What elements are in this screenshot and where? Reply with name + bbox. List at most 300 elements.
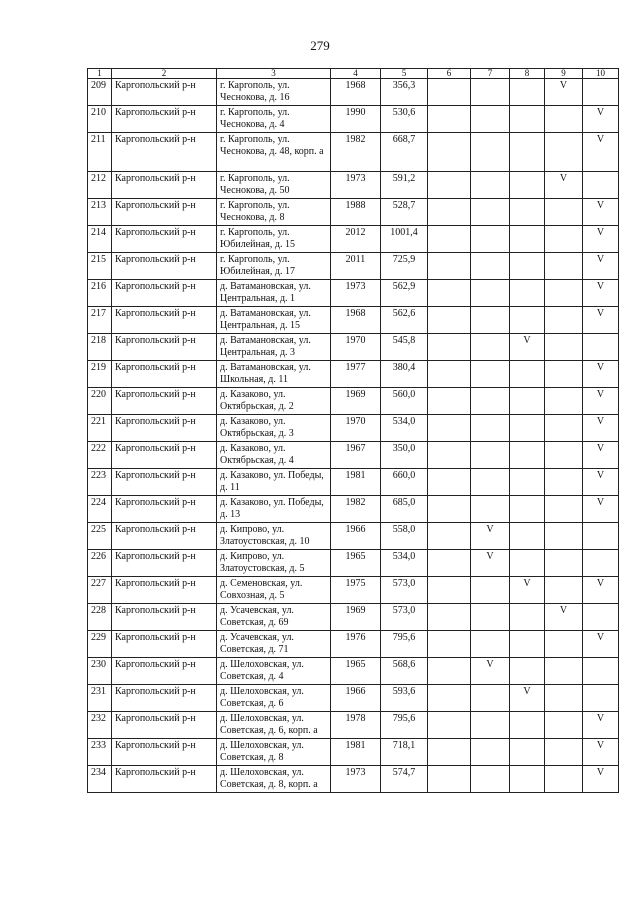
mark-cell-8 bbox=[510, 658, 545, 685]
mark-cell-8 bbox=[510, 766, 545, 793]
table-row bbox=[88, 226, 619, 253]
mark-cell-8 bbox=[510, 415, 545, 442]
mark-cell-10 bbox=[583, 523, 619, 550]
mark-cell-6 bbox=[428, 253, 471, 280]
row-number-cell: 225 bbox=[88, 523, 112, 550]
area-cell: 558,0 bbox=[381, 523, 428, 550]
mark-cell-7 bbox=[471, 226, 510, 253]
mark-cell-9 bbox=[545, 712, 583, 739]
mark-cell-10 bbox=[583, 685, 619, 712]
mark-cell-7 bbox=[471, 685, 510, 712]
table-row bbox=[88, 307, 619, 334]
mark-cell-8 bbox=[510, 361, 545, 388]
mark-cell-8 bbox=[510, 496, 545, 523]
mark-cell-7 bbox=[471, 388, 510, 415]
address-cell: д. Усачевская, ул. Советская, д. 69 bbox=[217, 604, 331, 631]
table-row bbox=[88, 106, 619, 133]
address-cell: д. Шелоховская, ул. Советская, д. 8, корп. а bbox=[217, 766, 331, 793]
row-number-cell: 224 bbox=[88, 496, 112, 523]
mark-cell-9 bbox=[545, 106, 583, 133]
mark-cell-10: V bbox=[583, 133, 619, 172]
area-cell: 350,0 bbox=[381, 442, 428, 469]
table-row bbox=[88, 523, 619, 550]
area-cell: 545,8 bbox=[381, 334, 428, 361]
row-number-cell: 231 bbox=[88, 685, 112, 712]
address-cell: д. Казаково, ул. Победы, д. 11 bbox=[217, 469, 331, 496]
row-number-cell: 221 bbox=[88, 415, 112, 442]
mark-cell-6 bbox=[428, 658, 471, 685]
area-cell: 562,6 bbox=[381, 307, 428, 334]
district-cell: Каргопольский р-н bbox=[112, 712, 217, 739]
year-cell: 2011 bbox=[331, 253, 381, 280]
mark-cell-7: V bbox=[471, 658, 510, 685]
mark-cell-6 bbox=[428, 361, 471, 388]
table-row bbox=[88, 253, 619, 280]
row-number-cell: 210 bbox=[88, 106, 112, 133]
mark-cell-9 bbox=[545, 469, 583, 496]
row-number-cell: 227 bbox=[88, 577, 112, 604]
row-number-cell: 212 bbox=[88, 172, 112, 199]
mark-cell-10: V bbox=[583, 442, 619, 469]
mark-cell-9 bbox=[545, 307, 583, 334]
year-cell: 1966 bbox=[331, 685, 381, 712]
district-cell: Каргопольский р-н bbox=[112, 577, 217, 604]
mark-cell-6 bbox=[428, 604, 471, 631]
row-number-cell: 220 bbox=[88, 388, 112, 415]
mark-cell-8 bbox=[510, 253, 545, 280]
mark-cell-6 bbox=[428, 172, 471, 199]
mark-cell-7 bbox=[471, 133, 510, 172]
district-cell: Каргопольский р-н bbox=[112, 739, 217, 766]
address-cell: г. Каргополь, ул. Юбилейная, д. 15 bbox=[217, 226, 331, 253]
area-cell: 528,7 bbox=[381, 199, 428, 226]
table-row bbox=[88, 469, 619, 496]
table-row bbox=[88, 685, 619, 712]
mark-cell-9 bbox=[545, 388, 583, 415]
year-cell: 1970 bbox=[331, 334, 381, 361]
mark-cell-6 bbox=[428, 766, 471, 793]
mark-cell-6 bbox=[428, 415, 471, 442]
mark-cell-9 bbox=[545, 496, 583, 523]
address-cell: д. Ватамановская, ул. Школьная, д. 11 bbox=[217, 361, 331, 388]
area-cell: 380,4 bbox=[381, 361, 428, 388]
district-cell: Каргопольский р-н bbox=[112, 766, 217, 793]
area-cell: 593,6 bbox=[381, 685, 428, 712]
mark-cell-8: V bbox=[510, 685, 545, 712]
page-number: 279 bbox=[310, 38, 330, 53]
mark-cell-9 bbox=[545, 631, 583, 658]
district-cell: Каргопольский р-н bbox=[112, 442, 217, 469]
mark-cell-10: V bbox=[583, 577, 619, 604]
mark-cell-8 bbox=[510, 280, 545, 307]
row-number-cell: 223 bbox=[88, 469, 112, 496]
district-cell: Каргопольский р-н bbox=[112, 388, 217, 415]
mark-cell-10 bbox=[583, 550, 619, 577]
district-cell: Каргопольский р-н bbox=[112, 523, 217, 550]
mark-cell-7 bbox=[471, 604, 510, 631]
mark-cell-9 bbox=[545, 199, 583, 226]
row-number-cell: 209 bbox=[88, 79, 112, 106]
address-cell: д. Семеновская, ул. Совхозная, д. 5 bbox=[217, 577, 331, 604]
area-cell: 795,6 bbox=[381, 631, 428, 658]
table-row bbox=[88, 631, 619, 658]
mark-cell-10: V bbox=[583, 280, 619, 307]
mark-cell-7 bbox=[471, 631, 510, 658]
mark-cell-7 bbox=[471, 496, 510, 523]
year-cell: 1982 bbox=[331, 496, 381, 523]
address-cell: д. Ватамановская, ул. Центральная, д. 1 bbox=[217, 280, 331, 307]
mark-cell-8 bbox=[510, 172, 545, 199]
mark-cell-9 bbox=[545, 415, 583, 442]
mark-cell-10: V bbox=[583, 496, 619, 523]
mark-cell-9 bbox=[545, 334, 583, 361]
mark-cell-6 bbox=[428, 79, 471, 106]
mark-cell-6 bbox=[428, 106, 471, 133]
area-cell: 562,9 bbox=[381, 280, 428, 307]
row-number-cell: 234 bbox=[88, 766, 112, 793]
year-cell: 1978 bbox=[331, 712, 381, 739]
mark-cell-10: V bbox=[583, 253, 619, 280]
mark-cell-9 bbox=[545, 280, 583, 307]
mark-cell-7: V bbox=[471, 550, 510, 577]
table-body bbox=[88, 79, 619, 793]
row-number-cell: 217 bbox=[88, 307, 112, 334]
housing-register-table bbox=[87, 68, 619, 793]
mark-cell-6 bbox=[428, 280, 471, 307]
mark-cell-8 bbox=[510, 712, 545, 739]
year-cell: 1973 bbox=[331, 280, 381, 307]
column-header: 5 bbox=[381, 69, 428, 79]
mark-cell-7 bbox=[471, 415, 510, 442]
row-number-cell: 226 bbox=[88, 550, 112, 577]
mark-cell-6 bbox=[428, 199, 471, 226]
mark-cell-8 bbox=[510, 469, 545, 496]
table-row bbox=[88, 739, 619, 766]
mark-cell-7 bbox=[471, 79, 510, 106]
mark-cell-6 bbox=[428, 496, 471, 523]
mark-cell-6 bbox=[428, 550, 471, 577]
mark-cell-9 bbox=[545, 739, 583, 766]
year-cell: 1981 bbox=[331, 469, 381, 496]
mark-cell-10: V bbox=[583, 199, 619, 226]
row-number-cell: 230 bbox=[88, 658, 112, 685]
district-cell: Каргопольский р-н bbox=[112, 253, 217, 280]
address-cell: д. Кипрово, ул. Златоустовская, д. 10 bbox=[217, 523, 331, 550]
mark-cell-8: V bbox=[510, 334, 545, 361]
mark-cell-7 bbox=[471, 442, 510, 469]
table-row bbox=[88, 361, 619, 388]
mark-cell-9 bbox=[545, 577, 583, 604]
area-cell: 668,7 bbox=[381, 133, 428, 172]
mark-cell-8 bbox=[510, 604, 545, 631]
mark-cell-6 bbox=[428, 577, 471, 604]
table-row bbox=[88, 415, 619, 442]
district-cell: Каргопольский р-н bbox=[112, 280, 217, 307]
mark-cell-6 bbox=[428, 712, 471, 739]
table-row bbox=[88, 550, 619, 577]
address-cell: д. Кипрово, ул. Златоустовская, д. 5 bbox=[217, 550, 331, 577]
mark-cell-10: V bbox=[583, 361, 619, 388]
mark-cell-10: V bbox=[583, 631, 619, 658]
row-number-cell: 228 bbox=[88, 604, 112, 631]
mark-cell-7 bbox=[471, 361, 510, 388]
mark-cell-6 bbox=[428, 469, 471, 496]
mark-cell-6 bbox=[428, 685, 471, 712]
year-cell: 1968 bbox=[331, 79, 381, 106]
address-cell: д. Казаково, ул. Октябрьская, д. 2 bbox=[217, 388, 331, 415]
year-cell: 1973 bbox=[331, 172, 381, 199]
mark-cell-9 bbox=[545, 550, 583, 577]
table-row bbox=[88, 712, 619, 739]
year-cell: 1988 bbox=[331, 199, 381, 226]
mark-cell-6 bbox=[428, 133, 471, 172]
mark-cell-8: V bbox=[510, 577, 545, 604]
address-cell: г. Каргополь, ул. Чеснокова, д. 48, корп. а bbox=[217, 133, 331, 172]
table-row bbox=[88, 604, 619, 631]
district-cell: Каргопольский р-н bbox=[112, 685, 217, 712]
mark-cell-9 bbox=[545, 766, 583, 793]
mark-cell-6 bbox=[428, 388, 471, 415]
mark-cell-7: V bbox=[471, 523, 510, 550]
district-cell: Каргопольский р-н bbox=[112, 307, 217, 334]
address-cell: д. Шелоховская, ул. Советская, д. 6, корп. а bbox=[217, 712, 331, 739]
address-cell: д. Ватамановская, ул. Центральная, д. 15 bbox=[217, 307, 331, 334]
mark-cell-9 bbox=[545, 523, 583, 550]
table-row bbox=[88, 334, 619, 361]
mark-cell-7 bbox=[471, 253, 510, 280]
column-header: 4 bbox=[331, 69, 381, 79]
mark-cell-10: V bbox=[583, 766, 619, 793]
mark-cell-8 bbox=[510, 523, 545, 550]
mark-cell-8 bbox=[510, 79, 545, 106]
mark-cell-10 bbox=[583, 79, 619, 106]
address-cell: д. Казаково, ул. Октябрьская, д. 3 bbox=[217, 415, 331, 442]
area-cell: 685,0 bbox=[381, 496, 428, 523]
mark-cell-10: V bbox=[583, 106, 619, 133]
mark-cell-10: V bbox=[583, 415, 619, 442]
area-cell: 591,2 bbox=[381, 172, 428, 199]
mark-cell-7 bbox=[471, 199, 510, 226]
table-row bbox=[88, 199, 619, 226]
district-cell: Каргопольский р-н bbox=[112, 106, 217, 133]
area-cell: 660,0 bbox=[381, 469, 428, 496]
mark-cell-9 bbox=[545, 685, 583, 712]
district-cell: Каргопольский р-н bbox=[112, 550, 217, 577]
mark-cell-7 bbox=[471, 739, 510, 766]
mark-cell-10: V bbox=[583, 469, 619, 496]
year-cell: 1970 bbox=[331, 415, 381, 442]
mark-cell-7 bbox=[471, 766, 510, 793]
year-cell: 1977 bbox=[331, 361, 381, 388]
mark-cell-10: V bbox=[583, 712, 619, 739]
mark-cell-10 bbox=[583, 658, 619, 685]
column-header: 2 bbox=[112, 69, 217, 79]
address-cell: г. Каргополь, ул. Чеснокова, д. 8 bbox=[217, 199, 331, 226]
mark-cell-10 bbox=[583, 604, 619, 631]
mark-cell-7 bbox=[471, 712, 510, 739]
mark-cell-6 bbox=[428, 739, 471, 766]
row-number-cell: 216 bbox=[88, 280, 112, 307]
mark-cell-9: V bbox=[545, 79, 583, 106]
mark-cell-9: V bbox=[545, 172, 583, 199]
row-number-cell: 232 bbox=[88, 712, 112, 739]
table-row bbox=[88, 388, 619, 415]
row-number-cell: 215 bbox=[88, 253, 112, 280]
row-number-cell: 233 bbox=[88, 739, 112, 766]
column-header: 8 bbox=[510, 69, 545, 79]
area-cell: 534,0 bbox=[381, 415, 428, 442]
mark-cell-7 bbox=[471, 280, 510, 307]
year-cell: 1965 bbox=[331, 550, 381, 577]
mark-cell-7 bbox=[471, 469, 510, 496]
area-cell: 1001,4 bbox=[381, 226, 428, 253]
area-cell: 560,0 bbox=[381, 388, 428, 415]
address-cell: д. Усачевская, ул. Советская, д. 71 bbox=[217, 631, 331, 658]
year-cell: 1969 bbox=[331, 604, 381, 631]
row-number-cell: 214 bbox=[88, 226, 112, 253]
district-cell: Каргопольский р-н bbox=[112, 415, 217, 442]
address-cell: д. Казаково, ул. Октябрьская, д. 4 bbox=[217, 442, 331, 469]
row-number-cell: 211 bbox=[88, 133, 112, 172]
district-cell: Каргопольский р-н bbox=[112, 133, 217, 172]
district-cell: Каргопольский р-н bbox=[112, 469, 217, 496]
column-header: 9 bbox=[545, 69, 583, 79]
address-cell: д. Ватамановская, ул. Центральная, д. 3 bbox=[217, 334, 331, 361]
address-cell: д. Шелоховская, ул. Советская, д. 8 bbox=[217, 739, 331, 766]
area-cell: 356,3 bbox=[381, 79, 428, 106]
mark-cell-8 bbox=[510, 550, 545, 577]
mark-cell-6 bbox=[428, 334, 471, 361]
mark-cell-6 bbox=[428, 226, 471, 253]
year-cell: 1969 bbox=[331, 388, 381, 415]
table-row bbox=[88, 133, 619, 172]
column-header: 3 bbox=[217, 69, 331, 79]
column-number-row bbox=[88, 69, 619, 79]
column-header: 10 bbox=[583, 69, 619, 79]
mark-cell-8 bbox=[510, 133, 545, 172]
address-cell: д. Казаково, ул. Победы, д. 13 bbox=[217, 496, 331, 523]
year-cell: 1966 bbox=[331, 523, 381, 550]
mark-cell-8 bbox=[510, 106, 545, 133]
year-cell: 1990 bbox=[331, 106, 381, 133]
district-cell: Каргопольский р-н bbox=[112, 631, 217, 658]
address-cell: г. Каргополь, ул. Юбилейная, д. 17 bbox=[217, 253, 331, 280]
mark-cell-9: V bbox=[545, 604, 583, 631]
mark-cell-8 bbox=[510, 388, 545, 415]
table-row bbox=[88, 766, 619, 793]
area-cell: 718,1 bbox=[381, 739, 428, 766]
district-cell: Каргопольский р-н bbox=[112, 199, 217, 226]
district-cell: Каргопольский р-н bbox=[112, 604, 217, 631]
mark-cell-10: V bbox=[583, 739, 619, 766]
mark-cell-7 bbox=[471, 106, 510, 133]
address-cell: д. Шелоховская, ул. Советская, д. 6 bbox=[217, 685, 331, 712]
mark-cell-10: V bbox=[583, 388, 619, 415]
district-cell: Каргопольский р-н bbox=[112, 79, 217, 106]
area-cell: 573,0 bbox=[381, 604, 428, 631]
year-cell: 1975 bbox=[331, 577, 381, 604]
year-cell: 1982 bbox=[331, 133, 381, 172]
year-cell: 1981 bbox=[331, 739, 381, 766]
year-cell: 2012 bbox=[331, 226, 381, 253]
district-cell: Каргопольский р-н bbox=[112, 226, 217, 253]
year-cell: 1965 bbox=[331, 658, 381, 685]
district-cell: Каргопольский р-н bbox=[112, 658, 217, 685]
mark-cell-7 bbox=[471, 307, 510, 334]
area-cell: 725,9 bbox=[381, 253, 428, 280]
district-cell: Каргопольский р-н bbox=[112, 496, 217, 523]
mark-cell-7 bbox=[471, 172, 510, 199]
mark-cell-9 bbox=[545, 361, 583, 388]
area-cell: 534,0 bbox=[381, 550, 428, 577]
mark-cell-10: V bbox=[583, 226, 619, 253]
row-number-cell: 219 bbox=[88, 361, 112, 388]
mark-cell-6 bbox=[428, 307, 471, 334]
address-cell: г. Каргополь, ул. Чеснокова, д. 50 bbox=[217, 172, 331, 199]
mark-cell-6 bbox=[428, 523, 471, 550]
column-header: 1 bbox=[88, 69, 112, 79]
area-cell: 530,6 bbox=[381, 106, 428, 133]
year-cell: 1976 bbox=[331, 631, 381, 658]
mark-cell-6 bbox=[428, 442, 471, 469]
mark-cell-10 bbox=[583, 172, 619, 199]
mark-cell-7 bbox=[471, 334, 510, 361]
table-row bbox=[88, 280, 619, 307]
row-number-cell: 229 bbox=[88, 631, 112, 658]
mark-cell-9 bbox=[545, 658, 583, 685]
mark-cell-9 bbox=[545, 133, 583, 172]
column-header: 7 bbox=[471, 69, 510, 79]
mark-cell-8 bbox=[510, 307, 545, 334]
address-cell: д. Шелоховская, ул. Советская, д. 4 bbox=[217, 658, 331, 685]
mark-cell-7 bbox=[471, 577, 510, 604]
mark-cell-9 bbox=[545, 442, 583, 469]
area-cell: 568,6 bbox=[381, 658, 428, 685]
area-cell: 795,6 bbox=[381, 712, 428, 739]
mark-cell-8 bbox=[510, 631, 545, 658]
district-cell: Каргопольский р-н bbox=[112, 172, 217, 199]
row-number-cell: 218 bbox=[88, 334, 112, 361]
table-row bbox=[88, 496, 619, 523]
table-row bbox=[88, 442, 619, 469]
district-cell: Каргопольский р-н bbox=[112, 361, 217, 388]
table-row bbox=[88, 577, 619, 604]
area-cell: 574,7 bbox=[381, 766, 428, 793]
mark-cell-8 bbox=[510, 442, 545, 469]
year-cell: 1973 bbox=[331, 766, 381, 793]
mark-cell-9 bbox=[545, 226, 583, 253]
year-cell: 1968 bbox=[331, 307, 381, 334]
mark-cell-8 bbox=[510, 199, 545, 226]
mark-cell-10 bbox=[583, 334, 619, 361]
mark-cell-8 bbox=[510, 226, 545, 253]
table-row bbox=[88, 172, 619, 199]
column-header: 6 bbox=[428, 69, 471, 79]
mark-cell-10: V bbox=[583, 307, 619, 334]
year-cell: 1967 bbox=[331, 442, 381, 469]
row-number-cell: 222 bbox=[88, 442, 112, 469]
row-number-cell: 213 bbox=[88, 199, 112, 226]
address-cell: г. Каргополь, ул. Чеснокова, д. 16 bbox=[217, 79, 331, 106]
district-cell: Каргопольский р-н bbox=[112, 334, 217, 361]
mark-cell-9 bbox=[545, 253, 583, 280]
address-cell: г. Каргополь, ул. Чеснокова, д. 4 bbox=[217, 106, 331, 133]
mark-cell-6 bbox=[428, 631, 471, 658]
mark-cell-8 bbox=[510, 739, 545, 766]
area-cell: 573,0 bbox=[381, 577, 428, 604]
table-row bbox=[88, 79, 619, 106]
table-row bbox=[88, 658, 619, 685]
